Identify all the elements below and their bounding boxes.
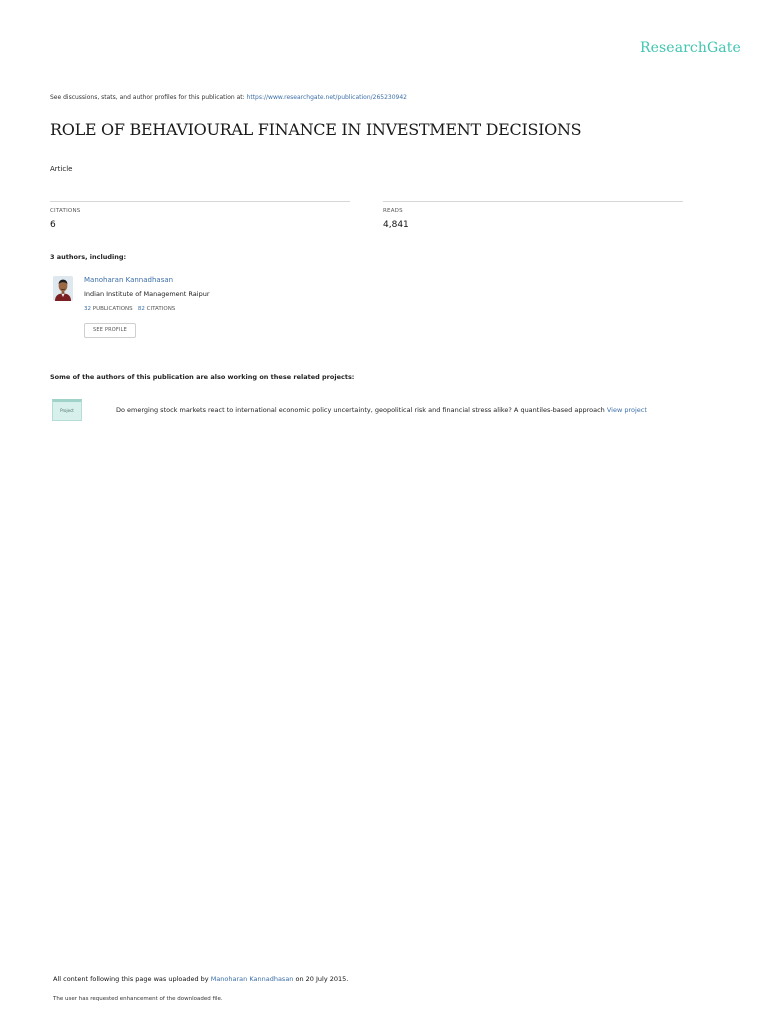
author-citations-label: CITATIONS xyxy=(146,306,176,312)
reads-value: 4,841 xyxy=(383,220,409,230)
author-publications-count[interactable]: 32 xyxy=(84,306,91,312)
intro-text: See discussions, stats, and author profiles for this publication at: xyxy=(50,94,247,101)
page-title: ROLE OF BEHAVIOURAL FINANCE IN INVESTMENT DECISIONS xyxy=(50,120,582,139)
projects-heading: Some of the authors of this publication are also working on these related projects: xyxy=(50,373,355,381)
view-project-link[interactable]: View project xyxy=(606,406,647,414)
see-profile-button[interactable]: SEE PROFILE xyxy=(84,323,136,338)
uploader-link[interactable]: Manoharan Kannadhasan xyxy=(210,975,294,983)
publication-url-link[interactable]: https://www.researchgate.net/publication/265230942 xyxy=(246,94,407,101)
project-title: Do emerging stock markets react to international economic policy uncertainty, geopolitical risk and financial stress alike? A quantiles-based approach xyxy=(116,406,605,414)
enhancement-note: The user has requested enhancement of the downloaded file. xyxy=(53,996,223,1002)
author-stats xyxy=(84,306,175,312)
uploaded-note xyxy=(53,975,348,983)
researchgate-logo[interactable]: ResearchGate xyxy=(640,40,741,56)
project-thumbnail-icon[interactable]: Project xyxy=(52,399,82,421)
avatar[interactable] xyxy=(53,276,73,301)
author-citations-count[interactable]: 82 xyxy=(137,306,145,312)
citations-label: CITATIONS xyxy=(50,208,81,214)
project-row xyxy=(116,406,647,414)
author-photo-icon xyxy=(53,276,73,301)
intro-line xyxy=(50,94,407,101)
uploaded-prefix: All content following this page was uploaded by xyxy=(53,975,211,983)
citations-value: 6 xyxy=(50,220,56,230)
reads-label: READS xyxy=(383,208,403,214)
divider-left xyxy=(50,201,350,202)
author-name-link[interactable]: Manoharan Kannadhasan xyxy=(84,276,174,284)
author-institution: Indian Institute of Management Raipur xyxy=(84,290,210,298)
publication-type: Article xyxy=(50,165,73,173)
divider-right xyxy=(383,201,683,202)
uploaded-suffix: on 20 July 2015. xyxy=(293,975,349,983)
authors-heading: 3 authors, including: xyxy=(50,253,127,261)
author-publications-label: PUBLICATIONS xyxy=(92,306,133,312)
